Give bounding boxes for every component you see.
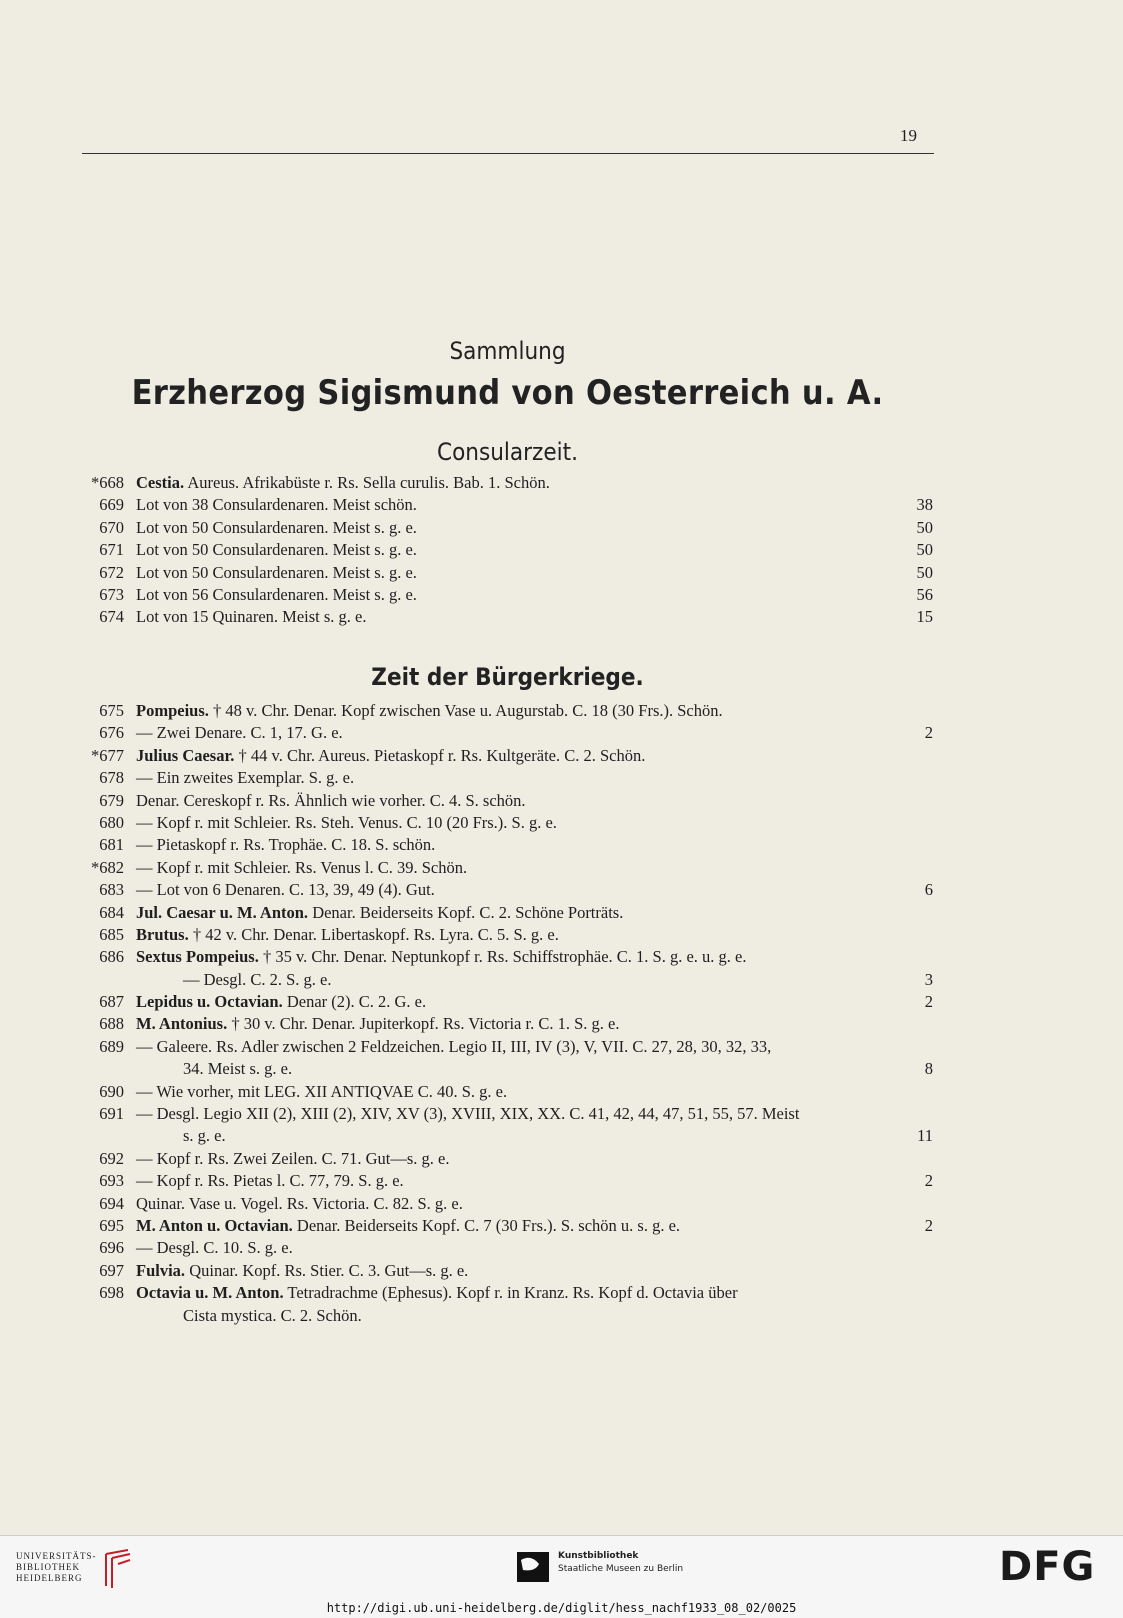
lot-text: Lot von 38 Consulardenaren. Meist schön. xyxy=(136,495,417,515)
lot-text: Lot von 56 Consulardenaren. Meist s. g. e. xyxy=(136,584,417,604)
lot-description xyxy=(136,606,367,628)
lot-text: Denar. Beiderseits Kopf. C. 7 (30 Frs.). S. schön u. s. g. e. xyxy=(292,1215,681,1235)
lot-price: 2 xyxy=(924,723,933,743)
catalog-entry xyxy=(0,879,1123,901)
collection-title: Erzherzog Sigismund von Oesterreich u. A. xyxy=(131,373,884,413)
lot-number: 678 xyxy=(99,768,124,788)
lot-description xyxy=(136,1260,468,1282)
lot-price: 3 xyxy=(924,969,933,989)
lot-description xyxy=(136,857,467,879)
lot-price: 50 xyxy=(916,517,933,537)
lot-number: 681 xyxy=(99,835,124,855)
catalog-entry-continuation xyxy=(0,1125,1123,1147)
ruler-name: M. Anton u. Octavian. xyxy=(136,1215,293,1235)
ruler-name: Lepidus u. Octavian. xyxy=(136,992,283,1012)
lot-description xyxy=(136,539,417,561)
catalog-entry-continuation xyxy=(0,969,1123,991)
lot-number: 695 xyxy=(99,1215,124,1235)
lot-description xyxy=(183,1125,226,1147)
lot-description xyxy=(136,745,645,767)
lot-text: — Kopf r. mit Schleier. Rs. Venus l. C. 39. Schön. xyxy=(136,857,468,877)
lot-description xyxy=(136,1013,619,1035)
lot-text: † 48 v. Chr. Denar. Kopf zwischen Vase u. Augurstab. C. 18 (30 Frs.). Schön. xyxy=(208,701,723,720)
lot-number: 687 xyxy=(99,992,124,1012)
dfg-logo: DFG xyxy=(999,1544,1096,1590)
lot-text: Denar (2). C. 2. G. e. xyxy=(282,992,427,1012)
section-heading-consular: Consularzeit. xyxy=(437,438,578,466)
catalog-entry xyxy=(0,472,1123,494)
ruler-name: Cestia. xyxy=(136,473,185,492)
lot-number: 693 xyxy=(99,1171,124,1191)
lot-description xyxy=(136,584,417,606)
lot-number: 674 xyxy=(99,607,124,627)
lot-description xyxy=(136,790,526,812)
lot-price: 6 xyxy=(924,880,933,900)
section-heading-buergerkriege: Zeit der Bürgerkriege. xyxy=(371,663,644,691)
lot-number: 676 xyxy=(99,723,124,743)
lot-price: 50 xyxy=(916,562,933,582)
lot-text: † 35 v. Chr. Denar. Neptunkopf r. Rs. Schiffstrophäe. C. 1. S. g. e. u. g. e. xyxy=(258,947,747,967)
lot-number: 672 xyxy=(99,562,124,582)
lot-description xyxy=(136,991,426,1013)
lot-number: 683 xyxy=(99,880,124,900)
ub-line-2: BIBLIOTHEK xyxy=(16,1562,80,1572)
lot-text: — Lot von 6 Denaren. C. 13, 39, 49 (4). Gut. xyxy=(136,880,435,900)
lot-number: 684 xyxy=(99,902,124,922)
lot-number: *668 xyxy=(91,473,124,492)
catalog-entry xyxy=(0,1013,1123,1035)
catalog-entry-continuation xyxy=(0,1305,1123,1327)
lot-description xyxy=(136,924,559,946)
lot-description xyxy=(183,969,332,991)
lot-description xyxy=(183,1305,362,1327)
lot-number: 679 xyxy=(99,790,124,810)
catalog-entry xyxy=(0,517,1123,539)
ruler-name: Pompeius. xyxy=(136,701,209,720)
ruler-name: Julius Caesar. xyxy=(136,745,235,765)
catalog-entry xyxy=(0,1170,1123,1192)
lot-number: 675 xyxy=(99,701,124,720)
lot-number: 696 xyxy=(99,1238,124,1258)
catalog-entry xyxy=(0,902,1123,924)
catalog-entry xyxy=(0,790,1123,812)
lot-text: — Galeere. Rs. Adler zwischen 2 Feldzeichen. Legio II, III, IV (3), V, VII. C. 27, 28, 30, 32, 33, xyxy=(136,1036,772,1056)
catalog-entry xyxy=(0,767,1123,789)
lot-number: 689 xyxy=(99,1036,124,1056)
lot-description xyxy=(136,1148,449,1170)
lot-text: 34. Meist s. g. e. xyxy=(183,1059,293,1079)
catalog-entry xyxy=(0,1081,1123,1103)
lot-price: 2 xyxy=(924,1215,933,1235)
lot-text: — Wie vorher, mit LEG. XII ANTIQVAE C. 40. S. g. e. xyxy=(136,1081,508,1101)
catalog-entry xyxy=(0,812,1123,834)
lot-description xyxy=(136,767,354,789)
catalog-entry xyxy=(0,991,1123,1013)
lot-text: Lot von 15 Quinaren. Meist s. g. e. xyxy=(136,607,367,627)
lot-text: Quinar. Kopf. Rs. Stier. C. 3. Gut—s. g. e. xyxy=(185,1260,469,1280)
lot-text: † 42 v. Chr. Denar. Libertaskopf. Rs. Lyra. C. 5. S. g. e. xyxy=(188,924,559,944)
lot-description xyxy=(136,946,746,968)
ruler-name: Jul. Caesar u. M. Anton. xyxy=(136,902,309,922)
ruler-name: Fulvia. xyxy=(136,1260,186,1280)
lot-price: 38 xyxy=(916,495,933,515)
catalog-entry xyxy=(0,539,1123,561)
lot-text: — Zwei Denare. C. 1, 17. G. e. xyxy=(136,723,343,743)
lot-text: s. g. e. xyxy=(183,1126,226,1146)
ruler-name: Brutus. xyxy=(136,924,189,944)
lot-number: 686 xyxy=(99,947,124,967)
permalink-url[interactable]: http://digi.ub.uni-heidelberg.de/diglit/hess_nachf1933_08_02/0025 xyxy=(326,1601,797,1615)
lot-text: † 30 v. Chr. Denar. Jupiterkopf. Rs. Victoria r. C. 1. S. g. e. xyxy=(227,1014,620,1034)
lot-price: 2 xyxy=(924,1171,933,1191)
ruler-name: M. Antonius. xyxy=(136,1014,228,1034)
catalog-entry xyxy=(0,1193,1123,1215)
lot-description xyxy=(136,722,343,744)
catalog-entry xyxy=(0,946,1123,968)
lot-description xyxy=(136,517,417,539)
lot-text: — Desgl. C. 2. S. g. e. xyxy=(183,969,332,989)
lot-description xyxy=(136,812,557,834)
lot-text: Cista mystica. C. 2. Schön. xyxy=(183,1305,362,1325)
lot-text: — Pietaskopf r. Rs. Trophäe. C. 18. S. schön. xyxy=(136,835,436,855)
catalog-entry xyxy=(0,1103,1123,1125)
lot-number: 697 xyxy=(99,1260,124,1280)
kunstbibliothek-logo-icon xyxy=(515,1550,551,1584)
header-rule xyxy=(82,153,934,154)
lot-description xyxy=(136,562,417,584)
kunstbibliothek-logo-text xyxy=(558,1550,683,1576)
lot-text: † 44 v. Chr. Aureus. Pietaskopf r. Rs. Kultgeräte. C. 2. Schön. xyxy=(234,745,646,765)
lot-number: 692 xyxy=(99,1148,124,1168)
lot-text: Tetradrachme (Ephesus). Kopf r. in Kranz. Rs. Kopf d. Octavia über xyxy=(283,1283,738,1303)
ub-line-3: HEIDELBERG xyxy=(16,1573,83,1583)
catalog-entry xyxy=(0,834,1123,856)
lot-price: 2 xyxy=(924,992,933,1012)
ub-heidelberg-logo-text xyxy=(16,1551,97,1584)
lot-text: Lot von 50 Consulardenaren. Meist s. g. e. xyxy=(136,517,417,537)
ub-heidelberg-logo-icon xyxy=(100,1548,134,1590)
lot-description xyxy=(136,700,723,722)
lot-number: 691 xyxy=(99,1104,124,1124)
catalog-entry xyxy=(0,857,1123,879)
lot-price: 11 xyxy=(917,1126,933,1146)
lot-description xyxy=(136,1036,771,1058)
lot-number: 669 xyxy=(99,495,124,515)
catalog-entry xyxy=(0,562,1123,584)
lot-description xyxy=(136,902,623,924)
lot-number: *677 xyxy=(91,745,124,765)
lot-description xyxy=(136,472,550,494)
lot-text: — Desgl. C. 10. S. g. e. xyxy=(136,1238,293,1258)
lot-price: 8 xyxy=(924,1059,933,1079)
lot-description xyxy=(136,1103,799,1125)
lot-text: Denar. Cereskopf r. Rs. Ähnlich wie vorher. C. 4. S. schön. xyxy=(136,790,526,810)
catalog-entry xyxy=(0,1148,1123,1170)
lot-price: 56 xyxy=(916,584,933,604)
lot-number: 690 xyxy=(99,1081,124,1101)
buergerkriege-entry-list xyxy=(0,700,1123,1327)
lot-description xyxy=(136,1237,293,1259)
lot-number: 670 xyxy=(99,517,124,537)
lot-description xyxy=(136,1193,463,1215)
lot-text: Quinar. Vase u. Vogel. Rs. Victoria. C. 82. S. g. e. xyxy=(136,1193,463,1213)
lot-description xyxy=(183,1058,292,1080)
lot-number: 688 xyxy=(99,1014,124,1034)
lot-description xyxy=(136,1170,404,1192)
lot-number: *682 xyxy=(91,857,124,877)
lot-number: 698 xyxy=(99,1283,124,1303)
ruler-name: Octavia u. M. Anton. xyxy=(136,1283,284,1303)
catalog-entry xyxy=(0,1036,1123,1058)
lot-number: 680 xyxy=(99,812,124,832)
lot-description xyxy=(136,1282,738,1304)
catalog-entry xyxy=(0,1237,1123,1259)
lot-description xyxy=(136,1081,507,1103)
catalog-entry xyxy=(0,722,1123,744)
ruler-name: Sextus Pompeius. xyxy=(136,947,259,967)
catalog-entry xyxy=(0,584,1123,606)
catalog-entry xyxy=(0,606,1123,628)
catalog-entry xyxy=(0,700,1123,722)
lot-number: 685 xyxy=(99,924,124,944)
consular-entry-list xyxy=(0,472,1123,629)
lot-number: 673 xyxy=(99,584,124,604)
lot-description xyxy=(136,494,417,516)
catalog-entry-continuation xyxy=(0,1058,1123,1080)
lot-price: 50 xyxy=(916,540,933,560)
lot-text: — Kopf r. Rs. Pietas l. C. 77, 79. S. g. e. xyxy=(136,1171,404,1191)
catalog-entry xyxy=(0,1260,1123,1282)
lot-text: Denar. Beiderseits Kopf. C. 2. Schöne Porträts. xyxy=(308,902,624,922)
lot-price: 15 xyxy=(916,607,933,627)
digitization-footer xyxy=(0,1535,1123,1618)
collection-label: Sammlung xyxy=(449,337,566,365)
lot-text: — Kopf r. Rs. Zwei Zeilen. C. 71. Gut—s. g. e. xyxy=(136,1148,450,1168)
lot-text: — Desgl. Legio XII (2), XIII (2), XIV, XV (3), XVIII, XIX, XX. C. 41, 42, 44, 47, 51, 55, 57. Meist xyxy=(136,1104,800,1124)
catalog-entry xyxy=(0,745,1123,767)
catalog-entry xyxy=(0,1215,1123,1237)
lot-description xyxy=(136,879,435,901)
catalog-entry xyxy=(0,1282,1123,1304)
catalog-entry xyxy=(0,924,1123,946)
lot-number: 694 xyxy=(99,1193,124,1213)
kb-line-2: Staatliche Museen zu Berlin xyxy=(558,1564,684,1574)
lot-text: — Ein zweites Exemplar. S. g. e. xyxy=(136,768,355,788)
lot-text: Lot von 50 Consulardenaren. Meist s. g. e. xyxy=(136,540,417,560)
ub-line-1: UNIVERSITÄTS- xyxy=(16,1551,97,1561)
kb-line-1: Kunstbibliothek xyxy=(558,1551,639,1561)
lot-text: Aureus. Afrikabüste r. Rs. Sella curulis. Bab. 1. Schön. xyxy=(184,473,550,492)
catalog-entry xyxy=(0,494,1123,516)
lot-number: 671 xyxy=(99,540,124,560)
page-number: 19 xyxy=(900,126,917,145)
lot-description xyxy=(136,1215,680,1237)
lot-text: Lot von 50 Consulardenaren. Meist s. g. e. xyxy=(136,562,417,582)
lot-text: — Kopf r. mit Schleier. Rs. Steh. Venus. C. 10 (20 Frs.). S. g. e. xyxy=(136,812,557,832)
lot-description xyxy=(136,834,435,856)
